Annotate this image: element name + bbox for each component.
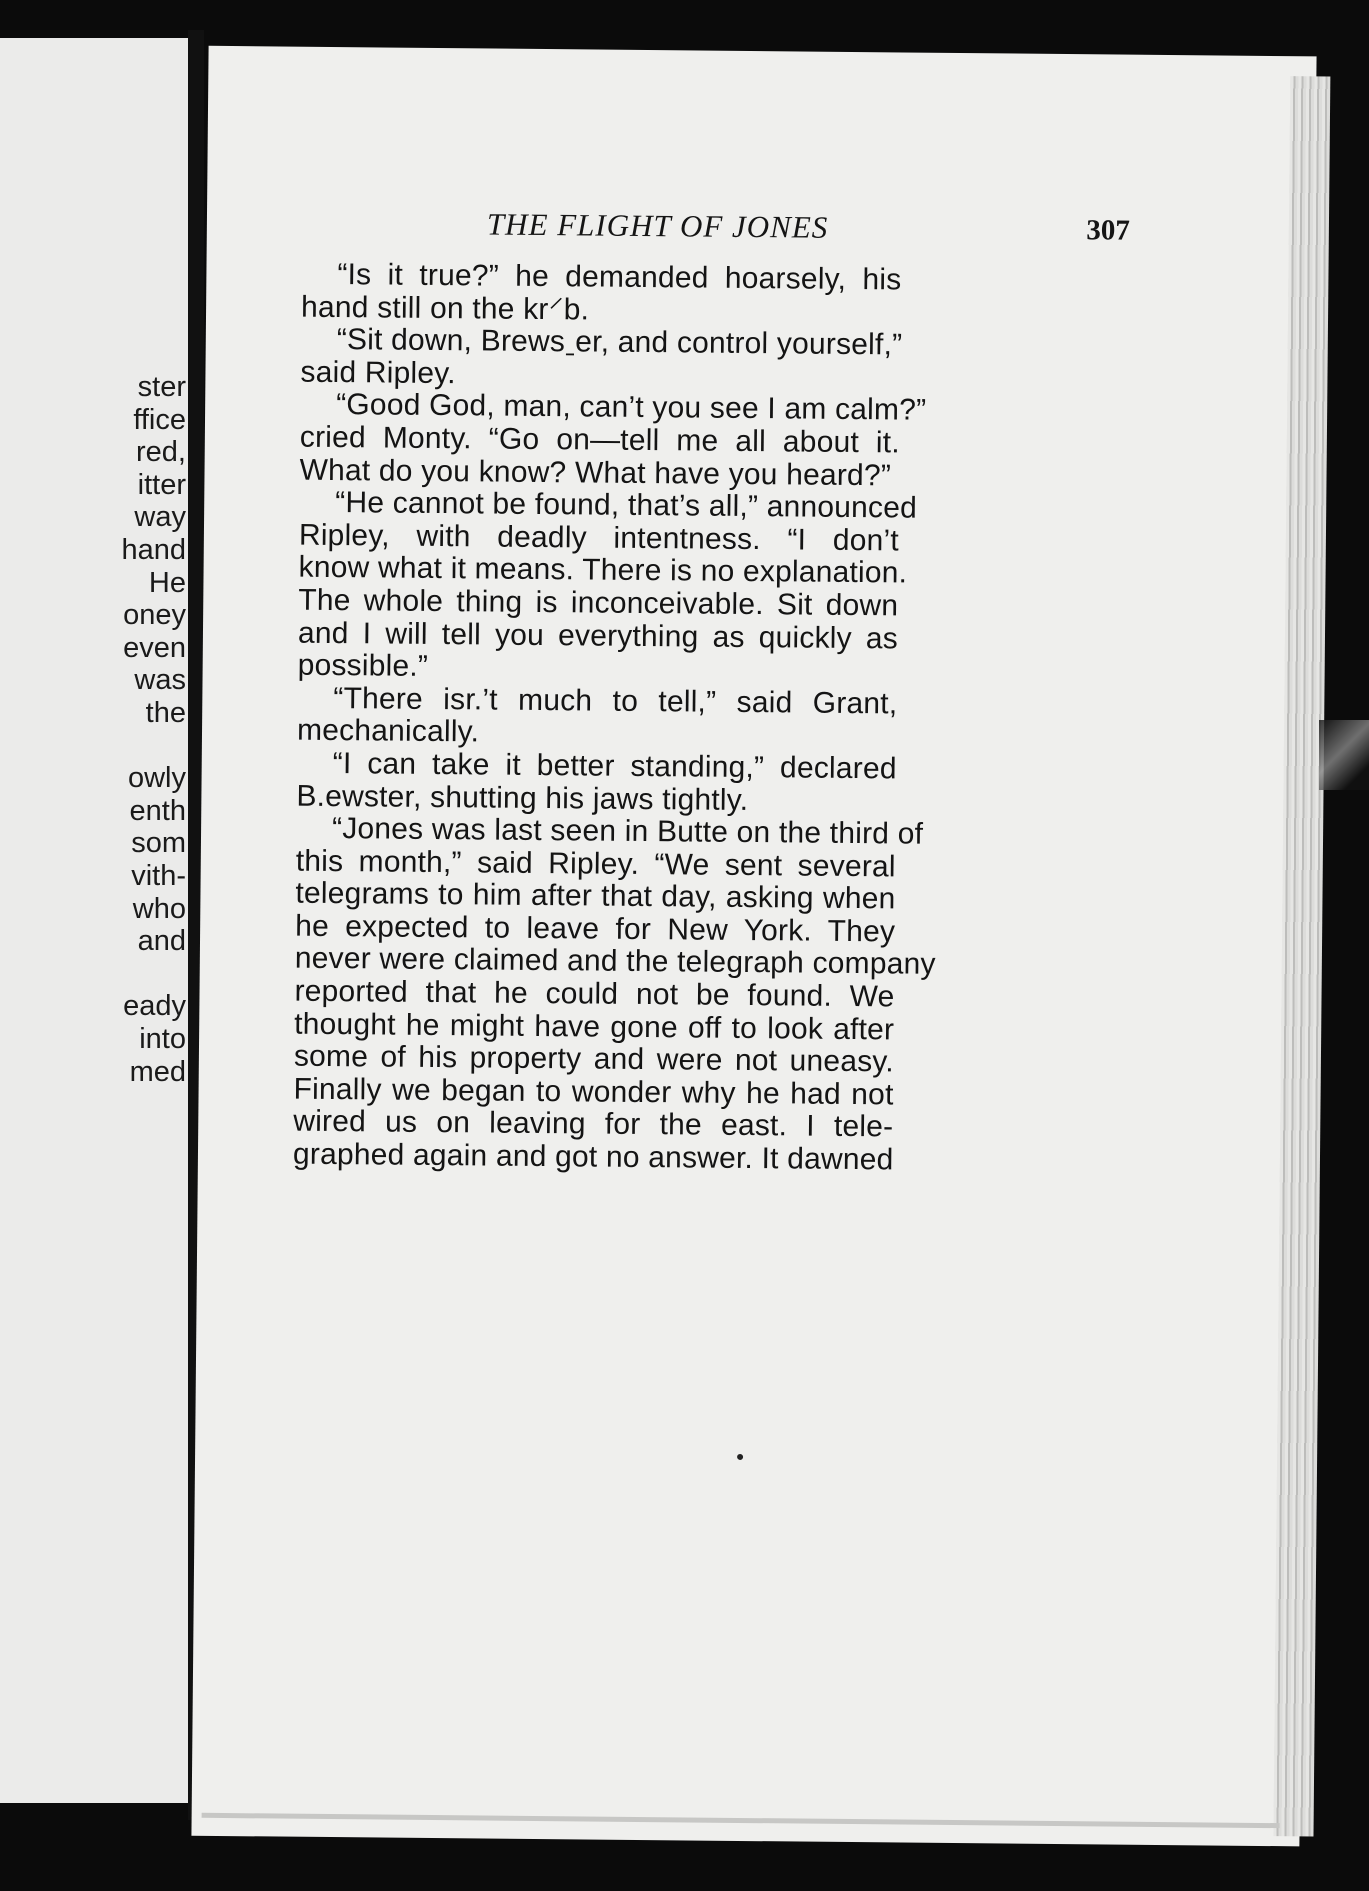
text-line: said Ripley. <box>300 355 456 390</box>
paragraph <box>297 682 898 753</box>
text-line: “Is it true?” he demanded hoarsely, his <box>337 258 902 297</box>
left-page-fragment: enth <box>129 794 186 827</box>
left-page-fragment: was <box>134 664 186 697</box>
paragraph <box>292 812 936 1177</box>
text-line: telegrams to him after that day, asking when <box>295 876 896 916</box>
text-line: “I can take it better standing,” declared <box>332 746 897 786</box>
text-line: never were claimed and the telegraph company <box>294 942 936 982</box>
text-line: wired us on leaving for the east. I tele- <box>293 1105 894 1144</box>
body-text <box>292 258 936 1177</box>
text-line: reported that he could not be found. We <box>294 974 895 1014</box>
page-edges <box>1273 76 1330 1836</box>
left-page-fragment: som <box>131 827 186 860</box>
scan-glare <box>1319 720 1369 790</box>
left-page-fragment: red, <box>136 436 186 469</box>
left-page-fragment: med <box>129 1055 186 1088</box>
text-line: B.ewster, shutting his jaws tightly. <box>296 779 749 817</box>
paragraph <box>301 259 902 330</box>
text-line: and I will tell you everything as quickly as <box>297 616 899 655</box>
left-page-fragment: eady <box>123 990 186 1023</box>
page-bottom-edge <box>202 1813 1280 1828</box>
paragraph <box>300 324 901 395</box>
left-page-fragment: and <box>137 925 186 958</box>
left-page-fragment: vith- <box>131 860 186 892</box>
text-line: possible.” <box>297 648 429 684</box>
right-page <box>191 46 1316 1847</box>
text-line: Finally we began to wonder why he had not <box>293 1072 894 1112</box>
text-line: “Sit down, Brewsˍer, and control yourself,” <box>336 323 903 362</box>
text-line: hand still on the kr⸍b. <box>300 290 590 327</box>
left-page-fragment: He <box>148 566 186 599</box>
left-page-fragment: hand <box>121 534 186 566</box>
text-line: The whole thing is inconceivable. Sit down <box>298 583 899 623</box>
left-page-fragment: oney <box>123 599 186 632</box>
text-line: know what it means. There is no explanation. <box>298 551 908 590</box>
ink-speck <box>737 1454 743 1460</box>
text-line: “He cannot be found, that’s all,” announced <box>335 486 918 525</box>
left-page-fragment: into <box>139 1023 186 1055</box>
running-title: THE FLIGHT OF JONES <box>486 206 829 245</box>
text-line: some of his property and were not uneasy. <box>293 1039 895 1079</box>
left-facing-page <box>0 38 192 1803</box>
paragraph <box>296 748 897 819</box>
left-page-fragment: way <box>134 501 186 534</box>
running-head <box>487 206 1130 252</box>
left-page-fragment: itter <box>137 468 186 501</box>
left-page-fragment: ster <box>137 371 186 403</box>
text-line: What do you know? What have you heard?” <box>299 453 892 492</box>
text-line: he expected to leave for New York. They <box>295 909 896 949</box>
paragraph <box>299 388 927 493</box>
left-page-fragment: the <box>145 697 186 729</box>
text-line: this month,” said Ripley. “We sent several <box>295 844 896 884</box>
left-page-fragment: ffice <box>133 403 186 436</box>
text-line: Ripley, with deadly intentness. “I don’t <box>298 518 900 558</box>
text-line: “Jones was last seen in Butte on the third of <box>331 812 924 851</box>
left-page-fragment: who <box>132 892 186 925</box>
text-line: thought he might have gone off to look after <box>294 1007 895 1047</box>
left-page-fragment: owly <box>127 762 186 795</box>
page-number: 307 <box>1086 214 1131 247</box>
text-line: mechanically. <box>296 713 480 749</box>
text-line: cried Monty. “Go on—tell me all about it. <box>299 420 900 460</box>
text-line: graphed again and got no answer. It dawned <box>292 1137 894 1177</box>
paragraph <box>297 486 918 688</box>
text-line: “There isr.’t much to tell,” said Grant, <box>333 681 898 721</box>
text-line: “Good God, man, can’t you see I am calm?” <box>336 388 927 428</box>
left-page-fragment: even <box>123 631 186 664</box>
